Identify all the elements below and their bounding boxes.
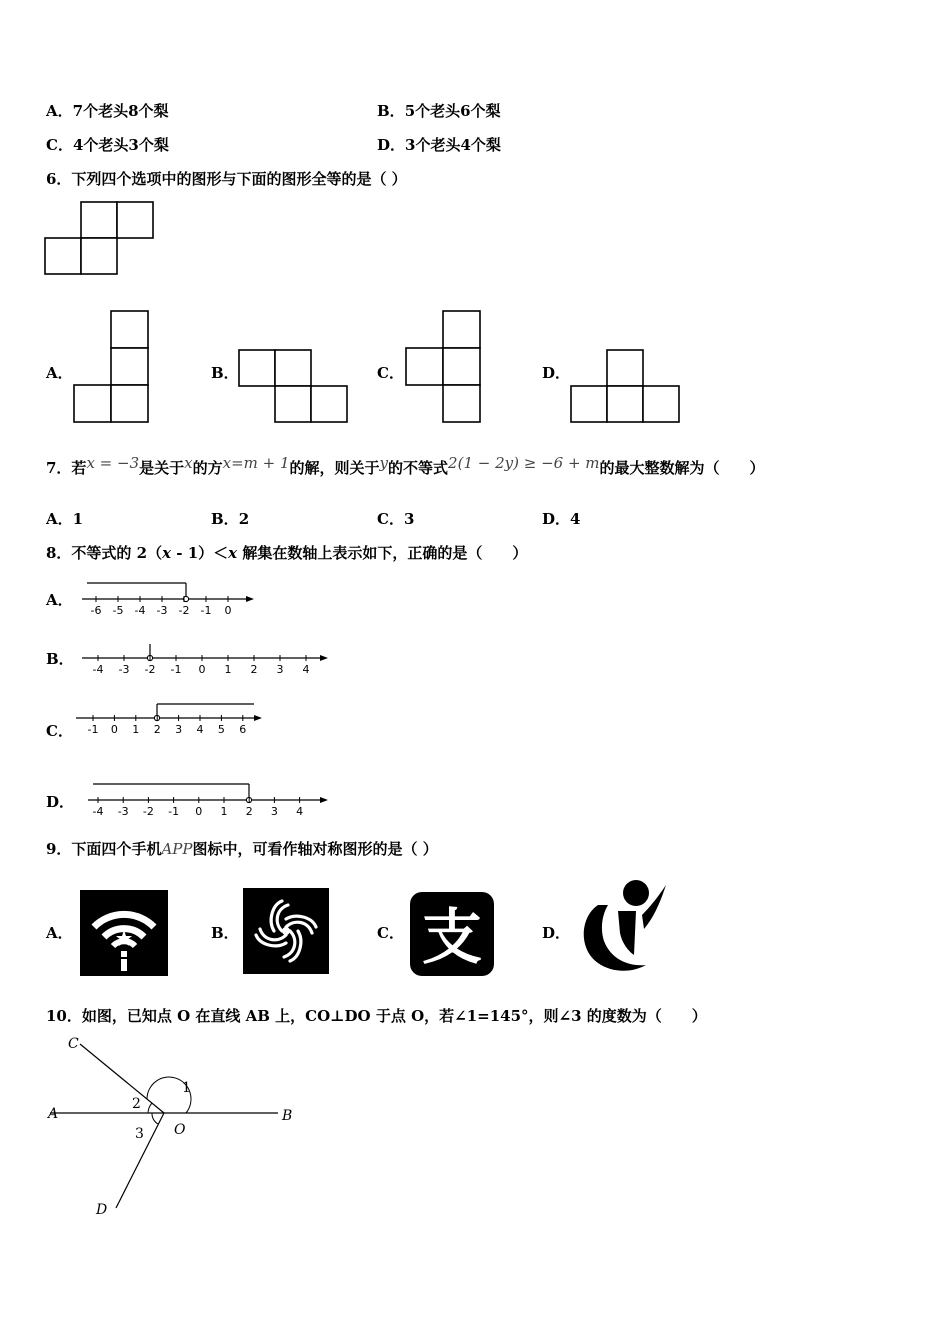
axis-tick-label: 4 xyxy=(302,663,310,676)
alipay-icon[interactable] xyxy=(410,892,494,976)
q6-stem: 6．下列四个选项中的图形与下面的图形全等的是（ ） xyxy=(46,170,407,188)
square xyxy=(607,386,643,422)
point-c-label: C xyxy=(68,1036,79,1052)
q8-stem: 8．不等式的 2（x - 1）＜x 解集在数轴上表示如下，正确的是（ ） xyxy=(46,544,528,562)
axis-tick-label: 6 xyxy=(239,723,247,736)
axis-tick-label: -4 xyxy=(92,663,104,676)
q9-option-c-label[interactable]: C． xyxy=(377,924,404,942)
q9-stem: 9．下面四个手机APP图标中，可看作轴对称图形的是（ ） xyxy=(46,840,438,858)
q6-option-d-figure[interactable] xyxy=(569,348,685,426)
axis-tick-label: -5 xyxy=(112,604,124,617)
q8-number-line-c[interactable] xyxy=(72,701,268,745)
axis-tick-label: 0 xyxy=(110,723,118,736)
axis-tick-label: 2 xyxy=(250,663,258,676)
axis-tick-label: -1 xyxy=(200,604,212,617)
square xyxy=(571,386,607,422)
wifi-icon[interactable] xyxy=(80,890,168,976)
square xyxy=(275,350,311,386)
axis-tick-label: -4 xyxy=(134,604,146,617)
q7-option-d[interactable]: D．4 xyxy=(542,510,581,528)
axis-tick-label: 4 xyxy=(196,723,204,736)
q7-option-b[interactable]: B．2 xyxy=(211,510,250,528)
math-expression: 2(1 − 2y) ≥ −6 + m xyxy=(448,454,600,472)
math-expression: x=m + 1 xyxy=(222,454,290,472)
axis-tick-label: -1 xyxy=(87,723,99,736)
q9-option-d-label[interactable]: D． xyxy=(542,924,571,942)
q8-option-b-label[interactable]: B． xyxy=(46,650,74,668)
angle-3-label: 3 xyxy=(135,1126,144,1142)
q6-option-c-label[interactable]: C． xyxy=(377,364,404,382)
q6-option-c-figure[interactable] xyxy=(404,309,484,425)
axis-tick-label: 3 xyxy=(270,805,278,818)
point-d-label: D xyxy=(96,1202,108,1218)
q6-option-a-label[interactable]: A． xyxy=(46,364,73,382)
axis-tick-label: -1 xyxy=(168,805,180,818)
q8-number-line-d[interactable] xyxy=(84,780,334,824)
q5-option-c[interactable]: C．4个老头3个梨 xyxy=(46,136,169,154)
axis-tick-label: -2 xyxy=(178,604,190,617)
q8-option-a-label[interactable]: A． xyxy=(46,591,73,609)
square xyxy=(311,386,347,422)
axis-tick-label: 0 xyxy=(195,805,203,818)
math-expression: x xyxy=(184,454,193,472)
axis-tick-label: -4 xyxy=(92,805,104,818)
axis-tick-label: -2 xyxy=(142,805,154,818)
square xyxy=(443,311,480,348)
square xyxy=(111,385,148,422)
square xyxy=(643,386,679,422)
square xyxy=(111,348,148,385)
angle-2-label: 2 xyxy=(132,1096,141,1112)
axis-tick-label: 2 xyxy=(153,723,161,736)
point-o-label: O xyxy=(174,1122,186,1138)
axis-tick-label: 5 xyxy=(217,723,225,736)
square xyxy=(239,350,275,386)
axis-tick-label: 3 xyxy=(276,663,284,676)
axis-tick-label: -2 xyxy=(144,663,156,676)
swirl-logo-icon[interactable] xyxy=(243,888,329,974)
axis-tick-label: -3 xyxy=(118,663,130,676)
q8-number-line-a[interactable] xyxy=(78,578,258,620)
q10-angle-diagram xyxy=(40,1030,310,1225)
q7-stem: 7．若x = −3是关于x的方x=m + 1的解，则关于y的不等式2(1 − 2y) ≥ −6 + m的最大整数解为（ ） xyxy=(46,454,765,477)
q6-option-d-label[interactable]: D． xyxy=(542,364,571,382)
axis-tick-label: -6 xyxy=(90,604,102,617)
q10-stem: 10．如图，已知点 O 在直线 AB 上，CO⊥DO 于点 O，若∠1=145°，则∠3 的度数为（ ） xyxy=(46,1007,707,1025)
axis-tick-label: 0 xyxy=(224,604,232,617)
square xyxy=(117,202,153,238)
alipay-char: 支 xyxy=(422,903,482,973)
math-expression: y xyxy=(379,454,389,472)
q6-option-b-label[interactable]: B． xyxy=(211,364,239,382)
axis-tick-label: 2 xyxy=(245,805,253,818)
q8-option-d-label[interactable]: D． xyxy=(46,793,75,811)
q5-option-d[interactable]: D．3个老头4个梨 xyxy=(377,136,501,154)
square xyxy=(406,348,443,385)
square xyxy=(81,238,117,274)
q6-option-a-figure[interactable] xyxy=(72,309,152,425)
square xyxy=(45,238,81,274)
q5-option-a[interactable]: A．7个老头8个梨 xyxy=(46,102,169,120)
math-expression: x = −3 xyxy=(86,454,140,472)
person-logo-icon[interactable] xyxy=(574,877,670,977)
q9-option-a-label[interactable]: A． xyxy=(46,924,73,942)
square xyxy=(74,385,111,422)
axis-tick-label: 1 xyxy=(220,805,228,818)
square xyxy=(443,385,480,422)
axis-tick-label: 3 xyxy=(175,723,183,736)
angle-1-label: 1 xyxy=(182,1080,191,1096)
q6-option-b-figure[interactable] xyxy=(237,348,351,426)
axis-tick-label: 1 xyxy=(224,663,232,676)
square xyxy=(607,350,643,386)
axis-tick-label: -1 xyxy=(170,663,182,676)
axis-tick-label: -3 xyxy=(156,604,168,617)
square xyxy=(443,348,480,385)
q5-option-b[interactable]: B．5个老头6个梨 xyxy=(377,102,501,120)
axis-tick-label: 0 xyxy=(198,663,206,676)
q8-number-line-b[interactable] xyxy=(78,637,334,681)
q7-option-c[interactable]: C．3 xyxy=(377,510,415,528)
square xyxy=(81,202,117,238)
q8-option-c-label[interactable]: C． xyxy=(46,722,73,740)
q9-option-b-label[interactable]: B． xyxy=(211,924,239,942)
axis-tick-label: 1 xyxy=(132,723,140,736)
point-b-label: B xyxy=(282,1108,293,1124)
q7-option-a[interactable]: A．1 xyxy=(46,510,84,528)
point-a-label: A xyxy=(48,1106,59,1122)
axis-tick-label: -3 xyxy=(117,805,129,818)
q6-reference-figure xyxy=(44,200,158,278)
axis-tick-label: 4 xyxy=(296,805,304,818)
square xyxy=(111,311,148,348)
square xyxy=(275,386,311,422)
